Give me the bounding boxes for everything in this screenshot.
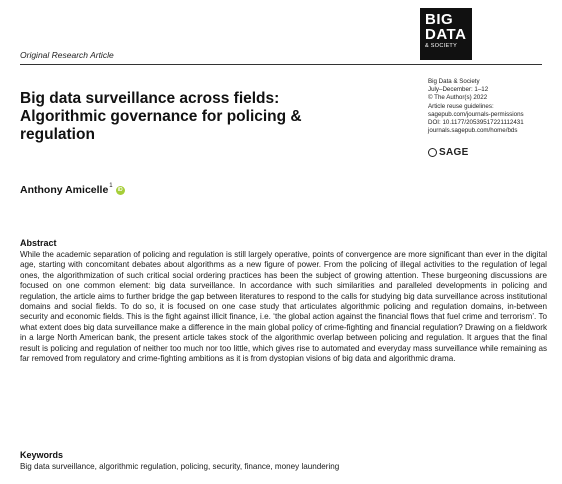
logo-line-big: BIG — [425, 11, 454, 28]
journal-logo — [420, 8, 472, 60]
journal-meta — [428, 78, 558, 135]
publisher-logo — [428, 147, 469, 158]
orcid-icon[interactable]: iD — [117, 187, 123, 193]
logo-line-society: & SOCIETY — [425, 43, 458, 49]
keywords-heading: Keywords — [20, 450, 64, 460]
author-affiliation: 1 — [109, 183, 113, 189]
logo-line-data: DATA — [425, 26, 467, 43]
keywords-text: Big data surveillance, algorithmic regulation, policing, security, finance, money laundering — [20, 462, 340, 471]
meta-issue: July–December: 1–12 — [428, 86, 489, 94]
meta-doi[interactable]: DOI: 10.1177/20539517221112431 — [428, 119, 524, 127]
meta-journal: Big Data & Society — [428, 78, 480, 85]
meta-permissions-link[interactable]: sagepub.com/journals-permissions — [428, 110, 524, 118]
paper-title: Big data surveillance across fields: Algorithmic governance for policing & regulation — [20, 90, 302, 143]
meta-copyright: © The Author(s) 2022 — [428, 94, 488, 102]
publisher-name: SAGE — [439, 147, 469, 158]
article-type: Original Research Article — [20, 50, 114, 60]
header-rule — [20, 64, 542, 65]
abstract-text: While the academic separation of policing and regulation is still largely operative, points of convergence are more significant than ever in the digital age, starting with concomitant debates about algorithms as a new figure of power. From the policing of illegal activities to the regulation of legal ones, the algorithmization of such critical social ordering practices has been the subject of growing attention. These burgeoning discussions are focused on one common element: big data surveillance. In accordance with such similarities and paralleled developments in policing and regulation, the article aims to further bridge the gap between literatures to respond to the calls for studying big data surveillance across institutional domains and social fields. To do so, it is focused on one case study that articulates algorithmic policing and regulation domains, in-between security and economic fields. This is the fight against illicit finance, i.e. ‘the global action against the financial flows that fuel crime and terrorism’. To what extent does big data surveillance make a difference in the main global policy of crime-fighting and financial regulation? Drawing on a fieldwork in a large North American bank, the present article takes stock of the algorithmic overlap between policing and regulation. It argues that the final result is policing and regulation of neither too much nor too little, which gives rise to automated and everyday mass surveillance while remaining as far removed from regulatory and crime-fighting ambitions as it is from dystopian visions of big data and algorithmic drama. — [20, 250, 547, 364]
meta-homepage-link[interactable]: journals.sagepub.com/home/bds — [428, 127, 518, 135]
abstract-heading: Abstract — [20, 238, 57, 248]
author-name: Anthony Amicelle — [20, 184, 109, 196]
sage-ring-icon — [428, 148, 437, 157]
author-line — [20, 184, 125, 196]
meta-reuse: Article reuse guidelines: — [428, 102, 494, 110]
